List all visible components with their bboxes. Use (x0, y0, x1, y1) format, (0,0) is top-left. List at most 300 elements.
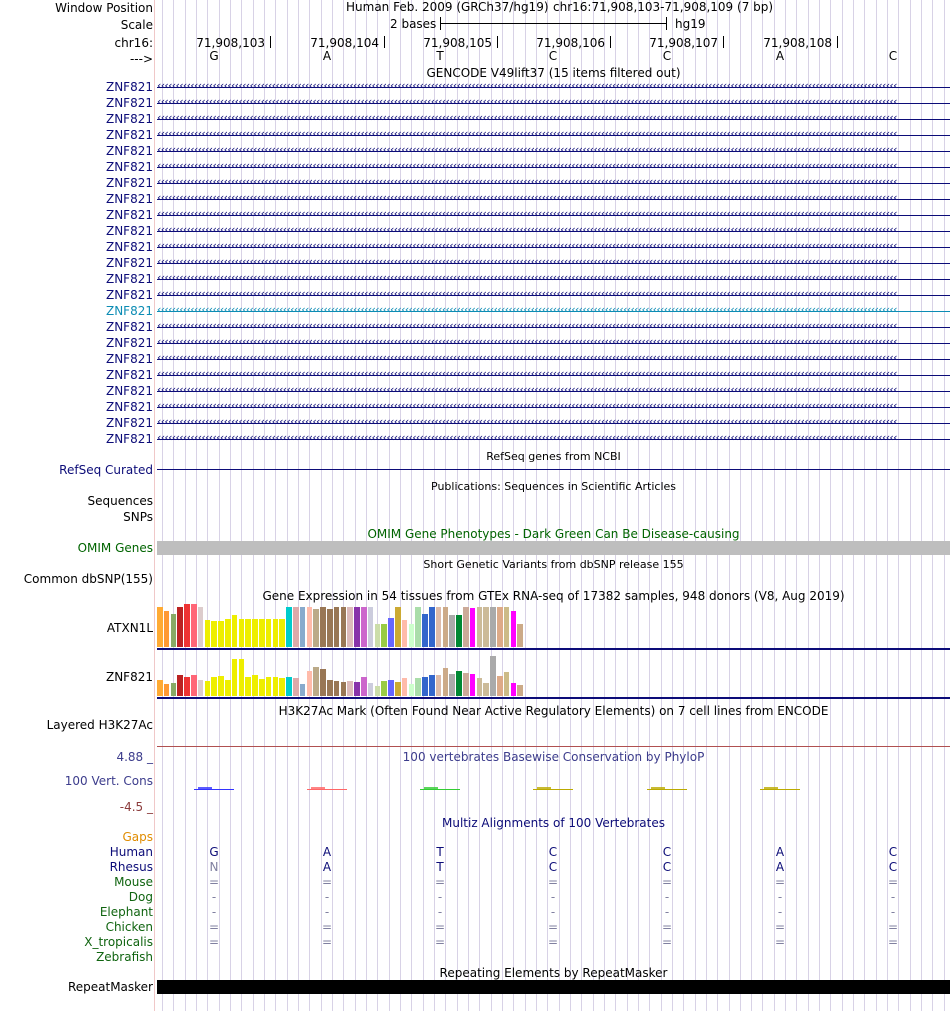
gtex-tissue-bar[interactable] (388, 680, 394, 696)
strand-arrows: ‹‹‹‹‹‹‹‹‹‹‹‹‹‹‹‹‹‹‹‹‹‹‹‹‹‹‹‹‹‹‹‹‹‹‹‹‹‹‹‹‹‹‹‹‹‹‹‹‹‹‹‹‹‹‹‹‹‹‹‹‹‹‹‹‹‹‹‹‹‹‹‹‹‹‹‹‹‹‹‹‹‹‹‹‹‹‹‹‹‹‹‹‹‹‹‹‹‹‹‹‹‹‹‹‹‹‹‹‹‹‹‹‹‹‹‹‹‹‹‹‹‹‹‹‹‹‹‹‹‹‹‹‹‹‹‹‹‹‹‹‹‹‹‹‹‹‹‹‹‹‹‹‹‹‹‹‹‹‹‹‹‹‹‹‹‹‹‹‹‹‹‹‹‹‹‹‹‹‹‹‹‹‹‹‹‹‹‹‹‹‹‹‹‹‹‹‹‹‹‹ (157, 176, 897, 188)
gtex-tissue-bar[interactable] (307, 607, 313, 647)
gtex-tissue-bar[interactable] (300, 607, 306, 647)
gtex-tissue-bar[interactable] (225, 619, 231, 647)
gtex-tissue-bar[interactable] (443, 607, 449, 647)
alignment-base: = (434, 920, 446, 934)
gtex-tissue-bar[interactable] (504, 672, 510, 696)
species-label[interactable]: X_tropicalis (84, 935, 153, 949)
species-label[interactable]: Mouse (114, 875, 153, 889)
alignment-base: C (888, 845, 898, 859)
gtex-tissue-bar[interactable] (395, 682, 401, 696)
gtex-tissue-bar[interactable] (157, 607, 163, 647)
strand-arrows: ‹‹‹‹‹‹‹‹‹‹‹‹‹‹‹‹‹‹‹‹‹‹‹‹‹‹‹‹‹‹‹‹‹‹‹‹‹‹‹‹‹‹‹‹‹‹‹‹‹‹‹‹‹‹‹‹‹‹‹‹‹‹‹‹‹‹‹‹‹‹‹‹‹‹‹‹‹‹‹‹‹‹‹‹‹‹‹‹‹‹‹‹‹‹‹‹‹‹‹‹‹‹‹‹‹‹‹‹‹‹‹‹‹‹‹‹‹‹‹‹‹‹‹‹‹‹‹‹‹‹‹‹‹‹‹‹‹‹‹‹‹‹‹‹‹‹‹‹‹‹‹‹‹‹‹‹‹‹‹‹‹‹‹‹‹‹‹‹‹‹‹‹‹‹‹‹‹‹‹‹‹‹‹‹‹‹‹‹‹‹‹‹‹‹‹‹‹‹‹‹ (157, 128, 897, 140)
gtex-tissue-bar[interactable] (490, 656, 496, 696)
base-letter: C (548, 49, 558, 63)
alignment-base: - (777, 890, 783, 904)
alignment-base: = (774, 920, 786, 934)
strand-arrows: ‹‹‹‹‹‹‹‹‹‹‹‹‹‹‹‹‹‹‹‹‹‹‹‹‹‹‹‹‹‹‹‹‹‹‹‹‹‹‹‹‹‹‹‹‹‹‹‹‹‹‹‹‹‹‹‹‹‹‹‹‹‹‹‹‹‹‹‹‹‹‹‹‹‹‹‹‹‹‹‹‹‹‹‹‹‹‹‹‹‹‹‹‹‹‹‹‹‹‹‹‹‹‹‹‹‹‹‹‹‹‹‹‹‹‹‹‹‹‹‹‹‹‹‹‹‹‹‹‹‹‹‹‹‹‹‹‹‹‹‹‹‹‹‹‹‹‹‹‹‹‹‹‹‹‹‹‹‹‹‹‹‹‹‹‹‹‹‹‹‹‹‹‹‹‹‹‹‹‹‹‹‹‹‹‹‹‹‹‹‹‹‹‹‹‹‹‹‹‹‹ (157, 240, 897, 252)
refseq-label[interactable]: RefSeq Curated (59, 463, 153, 477)
gtex-tissue-bar[interactable] (354, 607, 360, 647)
gtex-tissue-bar[interactable] (266, 677, 272, 696)
gtex-tissue-bar[interactable] (381, 624, 387, 647)
gtex-panel-baseline (157, 648, 950, 650)
gtex-tissue-bar[interactable] (409, 624, 415, 647)
gencode-gene-feature[interactable] (157, 160, 950, 174)
gencode-gene-feature[interactable] (157, 80, 950, 94)
gtex-tissue-bar[interactable] (320, 607, 326, 647)
refseq-line[interactable] (157, 469, 950, 470)
conservation-min-label: -4.5 _ (119, 800, 153, 814)
strand-arrows: ‹‹‹‹‹‹‹‹‹‹‹‹‹‹‹‹‹‹‹‹‹‹‹‹‹‹‹‹‹‹‹‹‹‹‹‹‹‹‹‹‹‹‹‹‹‹‹‹‹‹‹‹‹‹‹‹‹‹‹‹‹‹‹‹‹‹‹‹‹‹‹‹‹‹‹‹‹‹‹‹‹‹‹‹‹‹‹‹‹‹‹‹‹‹‹‹‹‹‹‹‹‹‹‹‹‹‹‹‹‹‹‹‹‹‹‹‹‹‹‹‹‹‹‹‹‹‹‹‹‹‹‹‹‹‹‹‹‹‹‹‹‹‹‹‹‹‹‹‹‹‹‹‹‹‹‹‹‹‹‹‹‹‹‹‹‹‹‹‹‹‹‹‹‹‹‹‹‹‹‹‹‹‹‹‹‹‹‹‹‹‹‹‹‹‹‹‹‹‹‹ (157, 208, 897, 220)
alignment-base: = (661, 935, 673, 949)
phylop-score-peak (537, 787, 551, 790)
h3k27ac-baseline (157, 746, 950, 747)
gtex-tissue-bar[interactable] (504, 607, 510, 647)
gencode-gene-feature[interactable] (157, 240, 950, 254)
gencode-gene-label[interactable]: ZNF821 (105, 256, 153, 270)
gtex-tissue-bar[interactable] (334, 681, 340, 696)
gencode-gene-label[interactable]: ZNF821 (105, 80, 153, 94)
alignment-base: T (436, 845, 444, 859)
gtex-tissue-bar[interactable] (313, 667, 319, 696)
gtex-tissue-bar[interactable] (449, 615, 455, 647)
gtex-tissue-bar[interactable] (415, 678, 421, 696)
gtex-tissue-bar[interactable] (205, 620, 211, 647)
alignment-base: C (548, 860, 558, 874)
omim-title: OMIM Gene Phenotypes - Dark Green Can Be Disease-causing (367, 527, 740, 541)
repeatmasker-title: Repeating Elements by RepeatMasker (439, 966, 668, 980)
gencode-gene-feature[interactable] (157, 272, 950, 286)
alignment-base: A (322, 845, 332, 859)
gencode-gene-feature[interactable] (157, 144, 950, 158)
gtex-tissue-bar[interactable] (293, 607, 299, 647)
gtex-tissue-bar[interactable] (211, 677, 217, 696)
gtex-tissue-bar[interactable] (361, 607, 367, 647)
alignment-base: = (887, 935, 899, 949)
gtex-tissue-bar[interactable] (497, 607, 503, 647)
base-letter: A (775, 49, 785, 63)
gtex-tissue-bar[interactable] (252, 619, 258, 647)
dbsnp-label[interactable]: Common dbSNP(155) (23, 572, 153, 586)
gtex-title: Gene Expression in 54 tissues from GTEx RNA-seq of 17382 samples, 948 donors (V8, Aug 2019) (262, 589, 845, 603)
alignment-base: - (211, 890, 217, 904)
gtex-tissue-bar[interactable] (177, 607, 183, 647)
gtex-tissue-bar[interactable] (245, 619, 251, 647)
alignment-base: C (548, 845, 558, 859)
gtex-tissue-bar[interactable] (313, 609, 319, 647)
gencode-gene-label[interactable]: ZNF821 (105, 208, 153, 222)
scale-text: 2 bases (390, 17, 437, 31)
gtex-tissue-bar[interactable] (245, 677, 251, 696)
gtex-tissue-bar[interactable] (211, 621, 217, 647)
gtex-tissue-bar[interactable] (286, 607, 292, 647)
gtex-tissue-bar[interactable] (273, 677, 279, 696)
coordinate-tick (497, 36, 498, 48)
coordinate-label: 71,908,103 (196, 36, 265, 50)
gencode-gene-feature[interactable] (157, 192, 950, 206)
gencode-gene-label[interactable]: ZNF821 (105, 272, 153, 286)
gencode-gene-label[interactable]: ZNF821 (105, 304, 153, 318)
gencode-gene-feature[interactable] (157, 224, 950, 238)
publications-snps-label[interactable]: SNPs (123, 510, 153, 524)
gtex-tissue-bar[interactable] (429, 607, 435, 647)
alignment-base: C (662, 845, 672, 859)
species-label[interactable]: Chicken (105, 920, 153, 934)
gtex-tissue-bar[interactable] (198, 680, 204, 696)
gtex-tissue-bar[interactable] (415, 607, 421, 647)
strand-arrows: ‹‹‹‹‹‹‹‹‹‹‹‹‹‹‹‹‹‹‹‹‹‹‹‹‹‹‹‹‹‹‹‹‹‹‹‹‹‹‹‹‹‹‹‹‹‹‹‹‹‹‹‹‹‹‹‹‹‹‹‹‹‹‹‹‹‹‹‹‹‹‹‹‹‹‹‹‹‹‹‹‹‹‹‹‹‹‹‹‹‹‹‹‹‹‹‹‹‹‹‹‹‹‹‹‹‹‹‹‹‹‹‹‹‹‹‹‹‹‹‹‹‹‹‹‹‹‹‹‹‹‹‹‹‹‹‹‹‹‹‹‹‹‹‹‹‹‹‹‹‹‹‹‹‹‹‹‹‹‹‹‹‹‹‹‹‹‹‹‹‹‹‹‹‹‹‹‹‹‹‹‹‹‹‹‹‹‹‹‹‹‹‹‹‹‹‹‹‹‹‹ (157, 384, 897, 396)
gtex-tissue-bar[interactable] (157, 680, 163, 696)
gencode-gene-feature[interactable] (157, 288, 950, 302)
gencode-gene-feature[interactable] (157, 400, 950, 414)
gtex-tissue-bar[interactable] (327, 609, 333, 647)
alignment-base: C (888, 860, 898, 874)
gtex-tissue-bar[interactable] (422, 677, 428, 696)
publications-sequences-label[interactable]: Sequences (87, 494, 153, 508)
gtex-tissue-bar[interactable] (361, 677, 367, 696)
gtex-tissue-bar[interactable] (436, 607, 442, 647)
alignment-base: - (777, 905, 783, 919)
multiz-title: Multiz Alignments of 100 Vertebrates (441, 816, 666, 830)
strand-arrows: ‹‹‹‹‹‹‹‹‹‹‹‹‹‹‹‹‹‹‹‹‹‹‹‹‹‹‹‹‹‹‹‹‹‹‹‹‹‹‹‹‹‹‹‹‹‹‹‹‹‹‹‹‹‹‹‹‹‹‹‹‹‹‹‹‹‹‹‹‹‹‹‹‹‹‹‹‹‹‹‹‹‹‹‹‹‹‹‹‹‹‹‹‹‹‹‹‹‹‹‹‹‹‹‹‹‹‹‹‹‹‹‹‹‹‹‹‹‹‹‹‹‹‹‹‹‹‹‹‹‹‹‹‹‹‹‹‹‹‹‹‹‹‹‹‹‹‹‹‹‹‹‹‹‹‹‹‹‹‹‹‹‹‹‹‹‹‹‹‹‹‹‹‹‹‹‹‹‹‹‹‹‹‹‹‹‹‹‹‹‹‹‹‹‹‹‹‹‹‹‹ (157, 144, 897, 156)
base-letter: A (322, 49, 332, 63)
gtex-tissue-bar[interactable] (239, 659, 245, 696)
alignment-base: = (774, 935, 786, 949)
gencode-gene-feature[interactable] (157, 416, 950, 430)
gtex-tissue-bar[interactable] (293, 678, 299, 696)
gtex-tissue-bar[interactable] (259, 619, 265, 647)
alignment-base: - (664, 890, 670, 904)
gtex-tissue-bar[interactable] (470, 674, 476, 696)
alignment-base: = (661, 875, 673, 889)
phylop-score-peak (424, 787, 438, 790)
gtex-tissue-bar[interactable] (184, 604, 190, 647)
alignment-base: A (775, 860, 785, 874)
coordinate-label: 71,908,105 (423, 36, 492, 50)
alignment-base: N (209, 860, 219, 874)
gencode-gene-label[interactable]: ZNF821 (105, 160, 153, 174)
alignment-base: = (774, 875, 786, 889)
gtex-tissue-bar[interactable] (232, 615, 238, 647)
strand-arrows: ‹‹‹‹‹‹‹‹‹‹‹‹‹‹‹‹‹‹‹‹‹‹‹‹‹‹‹‹‹‹‹‹‹‹‹‹‹‹‹‹‹‹‹‹‹‹‹‹‹‹‹‹‹‹‹‹‹‹‹‹‹‹‹‹‹‹‹‹‹‹‹‹‹‹‹‹‹‹‹‹‹‹‹‹‹‹‹‹‹‹‹‹‹‹‹‹‹‹‹‹‹‹‹‹‹‹‹‹‹‹‹‹‹‹‹‹‹‹‹‹‹‹‹‹‹‹‹‹‹‹‹‹‹‹‹‹‹‹‹‹‹‹‹‹‹‹‹‹‹‹‹‹‹‹‹‹‹‹‹‹‹‹‹‹‹‹‹‹‹‹‹‹‹‹‹‹‹‹‹‹‹‹‹‹‹‹‹‹‹‹‹‹‹‹‹‹‹‹‹‹ (157, 320, 897, 332)
gtex-tissue-bar[interactable] (511, 683, 517, 696)
alignment-base: - (324, 890, 330, 904)
db-text: hg19 (675, 17, 706, 31)
strand-arrows: ‹‹‹‹‹‹‹‹‹‹‹‹‹‹‹‹‹‹‹‹‹‹‹‹‹‹‹‹‹‹‹‹‹‹‹‹‹‹‹‹‹‹‹‹‹‹‹‹‹‹‹‹‹‹‹‹‹‹‹‹‹‹‹‹‹‹‹‹‹‹‹‹‹‹‹‹‹‹‹‹‹‹‹‹‹‹‹‹‹‹‹‹‹‹‹‹‹‹‹‹‹‹‹‹‹‹‹‹‹‹‹‹‹‹‹‹‹‹‹‹‹‹‹‹‹‹‹‹‹‹‹‹‹‹‹‹‹‹‹‹‹‹‹‹‹‹‹‹‹‹‹‹‹‹‹‹‹‹‹‹‹‹‹‹‹‹‹‹‹‹‹‹‹‹‹‹‹‹‹‹‹‹‹‹‹‹‹‹‹‹‹‹‹‹‹‹‹‹‹‹ (157, 80, 897, 92)
gtex-tissue-bar[interactable] (205, 681, 211, 696)
strand-arrows: ‹‹‹‹‹‹‹‹‹‹‹‹‹‹‹‹‹‹‹‹‹‹‹‹‹‹‹‹‹‹‹‹‹‹‹‹‹‹‹‹‹‹‹‹‹‹‹‹‹‹‹‹‹‹‹‹‹‹‹‹‹‹‹‹‹‹‹‹‹‹‹‹‹‹‹‹‹‹‹‹‹‹‹‹‹‹‹‹‹‹‹‹‹‹‹‹‹‹‹‹‹‹‹‹‹‹‹‹‹‹‹‹‹‹‹‹‹‹‹‹‹‹‹‹‹‹‹‹‹‹‹‹‹‹‹‹‹‹‹‹‹‹‹‹‹‹‹‹‹‹‹‹‹‹‹‹‹‹‹‹‹‹‹‹‹‹‹‹‹‹‹‹‹‹‹‹‹‹‹‹‹‹‹‹‹‹‹‹‹‹‹‹‹‹‹‹‹‹‹‹ (157, 160, 897, 172)
alignment-base: = (547, 935, 559, 949)
strand-arrows: ‹‹‹‹‹‹‹‹‹‹‹‹‹‹‹‹‹‹‹‹‹‹‹‹‹‹‹‹‹‹‹‹‹‹‹‹‹‹‹‹‹‹‹‹‹‹‹‹‹‹‹‹‹‹‹‹‹‹‹‹‹‹‹‹‹‹‹‹‹‹‹‹‹‹‹‹‹‹‹‹‹‹‹‹‹‹‹‹‹‹‹‹‹‹‹‹‹‹‹‹‹‹‹‹‹‹‹‹‹‹‹‹‹‹‹‹‹‹‹‹‹‹‹‹‹‹‹‹‹‹‹‹‹‹‹‹‹‹‹‹‹‹‹‹‹‹‹‹‹‹‹‹‹‹‹‹‹‹‹‹‹‹‹‹‹‹‹‹‹‹‹‹‹‹‹‹‹‹‹‹‹‹‹‹‹‹‹‹‹‹‹‹‹‹‹‹‹‹‹‹ (157, 368, 897, 380)
species-label[interactable]: Dog (128, 890, 153, 904)
strand-arrows: ‹‹‹‹‹‹‹‹‹‹‹‹‹‹‹‹‹‹‹‹‹‹‹‹‹‹‹‹‹‹‹‹‹‹‹‹‹‹‹‹‹‹‹‹‹‹‹‹‹‹‹‹‹‹‹‹‹‹‹‹‹‹‹‹‹‹‹‹‹‹‹‹‹‹‹‹‹‹‹‹‹‹‹‹‹‹‹‹‹‹‹‹‹‹‹‹‹‹‹‹‹‹‹‹‹‹‹‹‹‹‹‹‹‹‹‹‹‹‹‹‹‹‹‹‹‹‹‹‹‹‹‹‹‹‹‹‹‹‹‹‹‹‹‹‹‹‹‹‹‹‹‹‹‹‹‹‹‹‹‹‹‹‹‹‹‹‹‹‹‹‹‹‹‹‹‹‹‹‹‹‹‹‹‹‹‹‹‹‹‹‹‹‹‹‹‹‹‹‹‹ (157, 96, 897, 108)
gtex-tissue-bar[interactable] (239, 619, 245, 647)
gtex-tissue-bar[interactable] (456, 615, 462, 647)
strand-arrows: ‹‹‹‹‹‹‹‹‹‹‹‹‹‹‹‹‹‹‹‹‹‹‹‹‹‹‹‹‹‹‹‹‹‹‹‹‹‹‹‹‹‹‹‹‹‹‹‹‹‹‹‹‹‹‹‹‹‹‹‹‹‹‹‹‹‹‹‹‹‹‹‹‹‹‹‹‹‹‹‹‹‹‹‹‹‹‹‹‹‹‹‹‹‹‹‹‹‹‹‹‹‹‹‹‹‹‹‹‹‹‹‹‹‹‹‹‹‹‹‹‹‹‹‹‹‹‹‹‹‹‹‹‹‹‹‹‹‹‹‹‹‹‹‹‹‹‹‹‹‹‹‹‹‹‹‹‹‹‹‹‹‹‹‹‹‹‹‹‹‹‹‹‹‹‹‹‹‹‹‹‹‹‹‹‹‹‹‹‹‹‹‹‹‹‹‹‹‹‹‹ (157, 192, 897, 204)
gtex-tissue-bar[interactable] (429, 675, 435, 696)
gencode-gene-feature[interactable] (157, 352, 950, 366)
gtex-tissue-bar[interactable] (171, 614, 177, 647)
gtex-tissue-bar[interactable] (266, 619, 272, 647)
gtex-tissue-bar[interactable] (395, 607, 401, 647)
gtex-tissue-bar[interactable] (490, 607, 496, 647)
phylop-score-peak (198, 787, 212, 790)
base-letter: G (209, 49, 219, 63)
coordinate-label: 71,908,107 (649, 36, 718, 50)
scale-label: Scale (120, 18, 153, 32)
alignment-base: = (887, 875, 899, 889)
gtex-tissue-bar[interactable] (252, 675, 258, 696)
gencode-gene-feature[interactable] (157, 96, 950, 110)
gtex-tissue-bar[interactable] (191, 675, 197, 696)
strand-arrows: ‹‹‹‹‹‹‹‹‹‹‹‹‹‹‹‹‹‹‹‹‹‹‹‹‹‹‹‹‹‹‹‹‹‹‹‹‹‹‹‹‹‹‹‹‹‹‹‹‹‹‹‹‹‹‹‹‹‹‹‹‹‹‹‹‹‹‹‹‹‹‹‹‹‹‹‹‹‹‹‹‹‹‹‹‹‹‹‹‹‹‹‹‹‹‹‹‹‹‹‹‹‹‹‹‹‹‹‹‹‹‹‹‹‹‹‹‹‹‹‹‹‹‹‹‹‹‹‹‹‹‹‹‹‹‹‹‹‹‹‹‹‹‹‹‹‹‹‹‹‹‹‹‹‹‹‹‹‹‹‹‹‹‹‹‹‹‹‹‹‹‹‹‹‹‹‹‹‹‹‹‹‹‹‹‹‹‹‹‹‹‹‹‹‹‹‹‹‹‹‹ (157, 336, 897, 348)
gencode-gene-label[interactable]: ZNF821 (105, 112, 153, 126)
gencode-gene-label[interactable]: ZNF821 (105, 176, 153, 190)
strand-arrows: ‹‹‹‹‹‹‹‹‹‹‹‹‹‹‹‹‹‹‹‹‹‹‹‹‹‹‹‹‹‹‹‹‹‹‹‹‹‹‹‹‹‹‹‹‹‹‹‹‹‹‹‹‹‹‹‹‹‹‹‹‹‹‹‹‹‹‹‹‹‹‹‹‹‹‹‹‹‹‹‹‹‹‹‹‹‹‹‹‹‹‹‹‹‹‹‹‹‹‹‹‹‹‹‹‹‹‹‹‹‹‹‹‹‹‹‹‹‹‹‹‹‹‹‹‹‹‹‹‹‹‹‹‹‹‹‹‹‹‹‹‹‹‹‹‹‹‹‹‹‹‹‹‹‹‹‹‹‹‹‹‹‹‹‹‹‹‹‹‹‹‹‹‹‹‹‹‹‹‹‹‹‹‹‹‹‹‹‹‹‹‹‹‹‹‹‹‹‹‹‹ (157, 112, 897, 124)
gtex-tissue-bar[interactable] (381, 681, 387, 696)
gtex-tissue-bar[interactable] (191, 604, 197, 647)
gencode-gene-feature[interactable] (157, 320, 950, 334)
species-label[interactable]: Rhesus (109, 860, 153, 874)
gtex-tissue-bar[interactable] (218, 621, 224, 647)
alignment-base: T (436, 860, 444, 874)
gencode-gene-label[interactable]: ZNF821 (105, 240, 153, 254)
gtex-tissue-bar[interactable] (164, 611, 170, 647)
coordinate-tick (837, 36, 838, 48)
gtex-tissue-bar[interactable] (368, 683, 374, 696)
gencode-gene-label[interactable]: ZNF821 (105, 368, 153, 382)
alignment-base: = (547, 920, 559, 934)
alignment-base: = (208, 920, 220, 934)
strand-arrows: ‹‹‹‹‹‹‹‹‹‹‹‹‹‹‹‹‹‹‹‹‹‹‹‹‹‹‹‹‹‹‹‹‹‹‹‹‹‹‹‹‹‹‹‹‹‹‹‹‹‹‹‹‹‹‹‹‹‹‹‹‹‹‹‹‹‹‹‹‹‹‹‹‹‹‹‹‹‹‹‹‹‹‹‹‹‹‹‹‹‹‹‹‹‹‹‹‹‹‹‹‹‹‹‹‹‹‹‹‹‹‹‹‹‹‹‹‹‹‹‹‹‹‹‹‹‹‹‹‹‹‹‹‹‹‹‹‹‹‹‹‹‹‹‹‹‹‹‹‹‹‹‹‹‹‹‹‹‹‹‹‹‹‹‹‹‹‹‹‹‹‹‹‹‹‹‹‹‹‹‹‹‹‹‹‹‹‹‹‹‹‹‹‹‹‹‹‹‹‹‹ (157, 352, 897, 364)
coordinate-label: 71,908,108 (763, 36, 832, 50)
gtex-tissue-bar[interactable] (449, 674, 455, 696)
gtex-tissue-bar[interactable] (320, 669, 326, 696)
gtex-tissue-bar[interactable] (259, 679, 265, 696)
alignment-base: = (321, 875, 333, 889)
alignment-base: = (208, 935, 220, 949)
gencode-gene-feature[interactable] (157, 432, 950, 446)
gtex-tissue-bar[interactable] (470, 608, 476, 647)
gtex-tissue-bar[interactable] (456, 671, 462, 696)
gencode-gene-label[interactable]: ZNF821 (105, 96, 153, 110)
strand-arrows: ‹‹‹‹‹‹‹‹‹‹‹‹‹‹‹‹‹‹‹‹‹‹‹‹‹‹‹‹‹‹‹‹‹‹‹‹‹‹‹‹‹‹‹‹‹‹‹‹‹‹‹‹‹‹‹‹‹‹‹‹‹‹‹‹‹‹‹‹‹‹‹‹‹‹‹‹‹‹‹‹‹‹‹‹‹‹‹‹‹‹‹‹‹‹‹‹‹‹‹‹‹‹‹‹‹‹‹‹‹‹‹‹‹‹‹‹‹‹‹‹‹‹‹‹‹‹‹‹‹‹‹‹‹‹‹‹‹‹‹‹‹‹‹‹‹‹‹‹‹‹‹‹‹‹‹‹‹‹‹‹‹‹‹‹‹‹‹‹‹‹‹‹‹‹‹‹‹‹‹‹‹‹‹‹‹‹‹‹‹‹‹‹‹‹‹‹‹‹‹‹ (157, 256, 897, 268)
scale-bar-right-tick (666, 17, 667, 30)
chrom-label: chr16: (114, 36, 153, 50)
gtex-tissue-bar[interactable] (477, 678, 483, 696)
gtex-tissue-bar[interactable] (354, 682, 360, 696)
alignment-base: A (322, 860, 332, 874)
gencode-gene-label[interactable]: ZNF821 (105, 192, 153, 206)
gtex-tissue-bar[interactable] (327, 680, 333, 696)
gtex-tissue-bar[interactable] (177, 675, 183, 696)
gtex-tissue-bar[interactable] (347, 607, 353, 647)
gencode-title: GENCODE V49lift37 (15 items filtered out) (426, 66, 681, 80)
gencode-gene-feature[interactable] (157, 112, 950, 126)
gaps-label[interactable]: Gaps (122, 830, 153, 844)
alignment-base: = (321, 920, 333, 934)
gencode-gene-label[interactable]: ZNF821 (105, 144, 153, 158)
gtex-tissue-bar[interactable] (409, 684, 415, 696)
strand-arrows: ‹‹‹‹‹‹‹‹‹‹‹‹‹‹‹‹‹‹‹‹‹‹‹‹‹‹‹‹‹‹‹‹‹‹‹‹‹‹‹‹‹‹‹‹‹‹‹‹‹‹‹‹‹‹‹‹‹‹‹‹‹‹‹‹‹‹‹‹‹‹‹‹‹‹‹‹‹‹‹‹‹‹‹‹‹‹‹‹‹‹‹‹‹‹‹‹‹‹‹‹‹‹‹‹‹‹‹‹‹‹‹‹‹‹‹‹‹‹‹‹‹‹‹‹‹‹‹‹‹‹‹‹‹‹‹‹‹‹‹‹‹‹‹‹‹‹‹‹‹‹‹‹‹‹‹‹‹‹‹‹‹‹‹‹‹‹‹‹‹‹‹‹‹‹‹‹‹‹‹‹‹‹‹‹‹‹‹‹‹‹‹‹‹‹‹‹‹‹‹‹ (157, 432, 897, 444)
gencode-gene-label[interactable]: ZNF821 (105, 432, 153, 446)
phylop-score-peak (764, 787, 778, 790)
alignment-base: A (775, 845, 785, 859)
gtex-tissue-bar[interactable] (517, 685, 523, 696)
gencode-gene-feature[interactable] (157, 304, 950, 318)
gtex-tissue-bar[interactable] (375, 686, 381, 696)
alignment-base: = (208, 875, 220, 889)
conservation-title: 100 vertebrates Basewise Conservation by PhyloP (402, 750, 705, 764)
gtex-tissue-bar[interactable] (273, 619, 279, 647)
gencode-gene-feature[interactable] (157, 368, 950, 382)
position-text: chr16:71,908,103-71,908,109 (7 bp) (553, 0, 774, 14)
gencode-gene-label[interactable]: ZNF821 (105, 416, 153, 430)
gtex-tissue-bar[interactable] (300, 684, 306, 696)
alignment-base: = (434, 875, 446, 889)
alignment-base: - (890, 890, 896, 904)
coordinate-tick (384, 36, 385, 48)
gtex-tissue-bar[interactable] (368, 607, 374, 647)
gtex-tissue-bar[interactable] (517, 624, 523, 647)
gencode-gene-label[interactable]: ZNF821 (105, 224, 153, 238)
gtex-tissue-bar[interactable] (279, 678, 285, 696)
scale-bar (440, 23, 667, 24)
h3k27ac-label[interactable]: Layered H3K27Ac (46, 718, 153, 732)
scale-bar-left-tick (440, 17, 441, 30)
gtex-tissue-bar[interactable] (218, 676, 224, 696)
omim-label[interactable]: OMIM Genes (77, 541, 153, 555)
gtex-tissue-bar[interactable] (483, 607, 489, 647)
coordinate-tick (723, 36, 724, 48)
alignment-base: = (321, 935, 333, 949)
strand-arrows: ‹‹‹‹‹‹‹‹‹‹‹‹‹‹‹‹‹‹‹‹‹‹‹‹‹‹‹‹‹‹‹‹‹‹‹‹‹‹‹‹‹‹‹‹‹‹‹‹‹‹‹‹‹‹‹‹‹‹‹‹‹‹‹‹‹‹‹‹‹‹‹‹‹‹‹‹‹‹‹‹‹‹‹‹‹‹‹‹‹‹‹‹‹‹‹‹‹‹‹‹‹‹‹‹‹‹‹‹‹‹‹‹‹‹‹‹‹‹‹‹‹‹‹‹‹‹‹‹‹‹‹‹‹‹‹‹‹‹‹‹‹‹‹‹‹‹‹‹‹‹‹‹‹‹‹‹‹‹‹‹‹‹‹‹‹‹‹‹‹‹‹‹‹‹‹‹‹‹‹‹‹‹‹‹‹‹‹‹‹‹‹‹‹‹‹‹‹‹‹‹ (157, 288, 897, 300)
repeatmasker-bar[interactable] (157, 980, 950, 994)
gtex-tissue-bar[interactable] (347, 681, 353, 696)
publications-title: Publications: Sequences in Scientific Articles (431, 480, 676, 493)
gencode-gene-label[interactable]: ZNF821 (105, 352, 153, 366)
strand-arrows: ‹‹‹‹‹‹‹‹‹‹‹‹‹‹‹‹‹‹‹‹‹‹‹‹‹‹‹‹‹‹‹‹‹‹‹‹‹‹‹‹‹‹‹‹‹‹‹‹‹‹‹‹‹‹‹‹‹‹‹‹‹‹‹‹‹‹‹‹‹‹‹‹‹‹‹‹‹‹‹‹‹‹‹‹‹‹‹‹‹‹‹‹‹‹‹‹‹‹‹‹‹‹‹‹‹‹‹‹‹‹‹‹‹‹‹‹‹‹‹‹‹‹‹‹‹‹‹‹‹‹‹‹‹‹‹‹‹‹‹‹‹‹‹‹‹‹‹‹‹‹‹‹‹‹‹‹‹‹‹‹‹‹‹‹‹‹‹‹‹‹‹‹‹‹‹‹‹‹‹‹‹‹‹‹‹‹‹‹‹‹‹‹‹‹‹‹‹‹‹‹ (157, 272, 897, 284)
coordinate-tick (610, 36, 611, 48)
gencode-gene-label[interactable]: ZNF821 (105, 384, 153, 398)
strand-arrows: ‹‹‹‹‹‹‹‹‹‹‹‹‹‹‹‹‹‹‹‹‹‹‹‹‹‹‹‹‹‹‹‹‹‹‹‹‹‹‹‹‹‹‹‹‹‹‹‹‹‹‹‹‹‹‹‹‹‹‹‹‹‹‹‹‹‹‹‹‹‹‹‹‹‹‹‹‹‹‹‹‹‹‹‹‹‹‹‹‹‹‹‹‹‹‹‹‹‹‹‹‹‹‹‹‹‹‹‹‹‹‹‹‹‹‹‹‹‹‹‹‹‹‹‹‹‹‹‹‹‹‹‹‹‹‹‹‹‹‹‹‹‹‹‹‹‹‹‹‹‹‹‹‹‹‹‹‹‹‹‹‹‹‹‹‹‹‹‹‹‹‹‹‹‹‹‹‹‹‹‹‹‹‹‹‹‹‹‹‹‹‹‹‹‹‹‹‹‹‹‹ (157, 224, 897, 236)
gtex-tissue-bar[interactable] (225, 680, 231, 696)
gencode-gene-label[interactable]: ZNF821 (105, 400, 153, 414)
gtex-tissue-bar[interactable] (463, 607, 469, 647)
gtex-tissue-bar[interactable] (497, 676, 503, 696)
strand-arrows: ‹‹‹‹‹‹‹‹‹‹‹‹‹‹‹‹‹‹‹‹‹‹‹‹‹‹‹‹‹‹‹‹‹‹‹‹‹‹‹‹‹‹‹‹‹‹‹‹‹‹‹‹‹‹‹‹‹‹‹‹‹‹‹‹‹‹‹‹‹‹‹‹‹‹‹‹‹‹‹‹‹‹‹‹‹‹‹‹‹‹‹‹‹‹‹‹‹‹‹‹‹‹‹‹‹‹‹‹‹‹‹‹‹‹‹‹‹‹‹‹‹‹‹‹‹‹‹‹‹‹‹‹‹‹‹‹‹‹‹‹‹‹‹‹‹‹‹‹‹‹‹‹‹‹‹‹‹‹‹‹‹‹‹‹‹‹‹‹‹‹‹‹‹‹‹‹‹‹‹‹‹‹‹‹‹‹‹‹‹‹‹‹‹‹‹‹‹‹‹‹ (157, 400, 897, 412)
assembly-text: Human Feb. 2009 (GRCh37/hg19) (346, 0, 549, 14)
phylop-score-peak (651, 787, 665, 790)
gtex-tissue-bar[interactable] (279, 619, 285, 647)
gencode-gene-feature[interactable] (157, 384, 950, 398)
coordinate-tick (270, 36, 271, 48)
gtex-tissue-bar[interactable] (232, 659, 238, 696)
gtex-tissue-bar[interactable] (307, 671, 313, 696)
gencode-gene-feature[interactable] (157, 176, 950, 190)
gtex-tissue-bar[interactable] (402, 678, 408, 696)
alignment-base: G (209, 845, 219, 859)
gencode-gene-label[interactable]: ZNF821 (105, 336, 153, 350)
window-position-label: Window Position (55, 1, 153, 15)
gtex-tissue-bar[interactable] (375, 624, 381, 647)
gtex-panel-baseline (157, 697, 950, 699)
alignment-base: - (211, 905, 217, 919)
phylop-score-peak (311, 787, 325, 790)
gtex-tissue-bar[interactable] (198, 607, 204, 647)
conservation-label[interactable]: 100 Vert. Cons (64, 774, 153, 788)
strand-label: ---> (129, 52, 153, 66)
alignment-base: = (887, 920, 899, 934)
gencode-gene-label[interactable]: ZNF821 (105, 128, 153, 142)
gtex-tissue-bar[interactable] (422, 614, 428, 647)
gtex-tissue-bar[interactable] (483, 683, 489, 696)
species-label[interactable]: Zebrafish (96, 950, 153, 964)
gencode-gene-feature[interactable] (157, 336, 950, 350)
gtex-tissue-bar[interactable] (436, 675, 442, 696)
gtex-gene-label[interactable]: ATXN1L (106, 621, 153, 635)
gencode-gene-feature[interactable] (157, 128, 950, 142)
refseq-title: RefSeq genes from NCBI (486, 450, 621, 463)
base-letter: T (436, 49, 444, 63)
alignment-base: - (437, 905, 443, 919)
base-letter: C (888, 49, 898, 63)
gtex-tissue-bar[interactable] (388, 618, 394, 647)
alignment-base: - (550, 890, 556, 904)
coordinate-label: 71,908,104 (310, 36, 379, 50)
gtex-tissue-bar[interactable] (286, 677, 292, 696)
gtex-tissue-bar[interactable] (477, 607, 483, 647)
gtex-tissue-bar[interactable] (164, 684, 170, 696)
gtex-tissue-bar[interactable] (463, 673, 469, 696)
h3k27ac-title: H3K27Ac Mark (Often Found Near Active Regulatory Elements) on 7 cell lines from ENCODE (278, 704, 829, 718)
gtex-tissue-bar[interactable] (443, 668, 449, 696)
alignment-base: - (664, 905, 670, 919)
gtex-gene-label[interactable]: ZNF821 (105, 670, 153, 684)
dbsnp-title: Short Genetic Variants from dbSNP release 155 (423, 558, 684, 571)
repeatmasker-label[interactable]: RepeatMasker (67, 980, 153, 994)
base-letter: C (662, 49, 672, 63)
gtex-tissue-bar[interactable] (402, 620, 408, 647)
gencode-gene-label[interactable]: ZNF821 (105, 320, 153, 334)
label-column-divider (154, 0, 155, 1011)
alignment-base: - (437, 890, 443, 904)
strand-arrows: ‹‹‹‹‹‹‹‹‹‹‹‹‹‹‹‹‹‹‹‹‹‹‹‹‹‹‹‹‹‹‹‹‹‹‹‹‹‹‹‹‹‹‹‹‹‹‹‹‹‹‹‹‹‹‹‹‹‹‹‹‹‹‹‹‹‹‹‹‹‹‹‹‹‹‹‹‹‹‹‹‹‹‹‹‹‹‹‹‹‹‹‹‹‹‹‹‹‹‹‹‹‹‹‹‹‹‹‹‹‹‹‹‹‹‹‹‹‹‹‹‹‹‹‹‹‹‹‹‹‹‹‹‹‹‹‹‹‹‹‹‹‹‹‹‹‹‹‹‹‹‹‹‹‹‹‹‹‹‹‹‹‹‹‹‹‹‹‹‹‹‹‹‹‹‹‹‹‹‹‹‹‹‹‹‹‹‹‹‹‹‹‹‹‹‹‹‹‹‹‹ (157, 304, 897, 316)
alignment-base: - (550, 905, 556, 919)
gencode-gene-feature[interactable] (157, 208, 950, 222)
coordinate-label: 71,908,106 (536, 36, 605, 50)
alignment-base: = (434, 935, 446, 949)
gtex-tissue-bar[interactable] (184, 677, 190, 696)
gtex-tissue-bar[interactable] (171, 683, 177, 696)
alignment-base: - (890, 905, 896, 919)
species-label[interactable]: Human (109, 845, 153, 859)
gtex-tissue-bar[interactable] (341, 607, 347, 647)
gtex-tissue-bar[interactable] (341, 682, 347, 696)
alignment-base: = (661, 920, 673, 934)
species-label[interactable]: Elephant (99, 905, 153, 919)
strand-arrows: ‹‹‹‹‹‹‹‹‹‹‹‹‹‹‹‹‹‹‹‹‹‹‹‹‹‹‹‹‹‹‹‹‹‹‹‹‹‹‹‹‹‹‹‹‹‹‹‹‹‹‹‹‹‹‹‹‹‹‹‹‹‹‹‹‹‹‹‹‹‹‹‹‹‹‹‹‹‹‹‹‹‹‹‹‹‹‹‹‹‹‹‹‹‹‹‹‹‹‹‹‹‹‹‹‹‹‹‹‹‹‹‹‹‹‹‹‹‹‹‹‹‹‹‹‹‹‹‹‹‹‹‹‹‹‹‹‹‹‹‹‹‹‹‹‹‹‹‹‹‹‹‹‹‹‹‹‹‹‹‹‹‹‹‹‹‹‹‹‹‹‹‹‹‹‹‹‹‹‹‹‹‹‹‹‹‹‹‹‹‹‹‹‹‹‹‹‹‹‹‹ (157, 416, 897, 428)
gtex-tissue-bar[interactable] (511, 611, 517, 647)
alignment-base: C (662, 860, 672, 874)
gencode-gene-label[interactable]: ZNF821 (105, 288, 153, 302)
conservation-max-label: 4.88 _ (116, 750, 153, 764)
alignment-base: = (547, 875, 559, 889)
gencode-gene-feature[interactable] (157, 256, 950, 270)
gtex-tissue-bar[interactable] (334, 607, 340, 647)
alignment-base: - (324, 905, 330, 919)
omim-bar[interactable] (157, 541, 950, 555)
